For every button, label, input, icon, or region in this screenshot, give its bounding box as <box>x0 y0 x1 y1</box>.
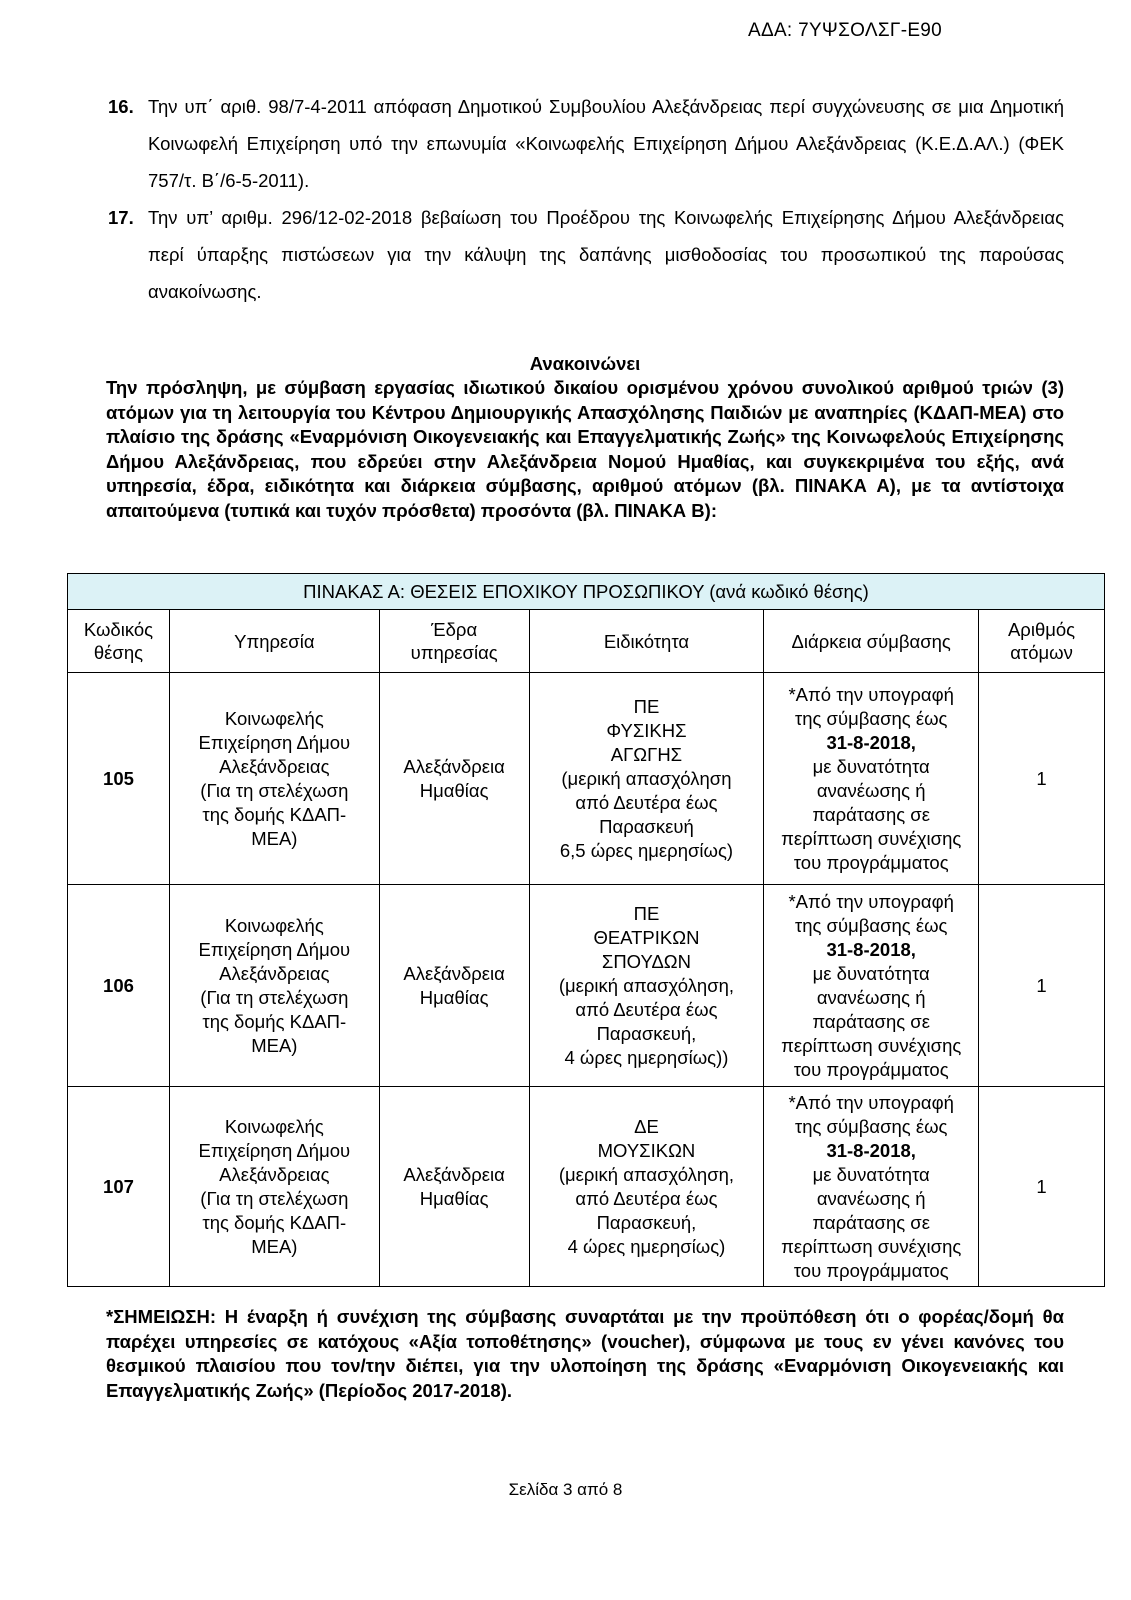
cell-duration <box>764 885 979 1087</box>
duration-start: *Από την υπογραφή της σύμβασης έως <box>788 1091 954 1137</box>
duration-start: *Από την υπογραφή της σύμβασης έως <box>788 890 954 936</box>
cell-seat: Αλεξάνδρεια Ημαθίας <box>379 673 529 885</box>
header-service: Υπηρεσία <box>169 610 379 673</box>
positions-table <box>67 573 1105 1287</box>
announcement-title: Ανακοινώνει <box>529 353 641 374</box>
ada-code: ΑΔΑ: 7ΥΨΣΟΛΣΓ-Ε90 <box>748 20 943 41</box>
cell-count: 1 <box>979 885 1105 1087</box>
cell-count: 1 <box>979 673 1105 885</box>
cell-code: 107 <box>68 1087 170 1287</box>
item-number: 16. <box>108 96 134 117</box>
list-item <box>106 199 1064 310</box>
cell-duration <box>764 673 979 885</box>
item-text: Την υπ΄ αριθ. 98/7-4-2011 απόφαση Δημοτικού Συμβουλίου Αλεξάνδρειας περί συγχώνευσης σε μια Δημοτική Κοινωφελή Επιχείρηση υπό την επωνυμία «Κοινωφελής Επιχείρηση Δήμου Αλεξάνδρειας (Κ.Ε.Δ.ΑΛ.) (ΦΕΚ 757/τ. Β΄/6-5-2011). <box>148 96 1064 191</box>
item-number: 17. <box>108 207 134 228</box>
item-text: Την υπ’ αριθμ. 296/12-02-2018 βεβαίωση του Προέδρου της Κοινωφελής Επιχείρησης Δήμου Αλεξάνδρειας περί ύπαρξης πιστώσεων για την κάλυψη της δαπάνης μισθοδοσίας του προσωπικού της παρούσας ανακοίνωσης. <box>148 207 1064 302</box>
duration-renewal: με δυνατότητα ανανέωσης ή παράτασης σε περίπτωση συνέχισης του προγράμματος <box>781 755 962 873</box>
duration-end-date: 31-8-2018, <box>826 731 916 753</box>
duration-renewal: με δυνατότητα ανανέωσης ή παράτασης σε περίπτωση συνέχισης του προγράμματος <box>781 962 962 1080</box>
table-header-row <box>68 610 1105 673</box>
announcement-body: Την πρόσληψη, με σύμβαση εργασίας ιδιωτικού δικαίου ορισμένου χρόνου συνολικού αριθμού τριών (3) ατόμων για τη λειτουργία του Κέντρου Δημιουργικής Απασχόλησης Παιδιών με αναπηρίες (ΚΔΑΠ-ΜΕΑ) στο πλαίσιο της δράσης «Εναρμόνιση Οικογενειακής και Επαγγελματικής Ζωής» της Κοινωφελούς Επιχείρησης Δήμου Αλεξάνδρειας, που εδρεύει στην Αλεξάνδρεια Νομού Ημαθίας, και συγκεκριμένα του εξής, ανά υπηρεσία, έδρα, ειδικότητα και διάρκεια σύμβασης, αριθμού ατόμων (βλ. ΠΙΝΑΚΑ Α), με τα αντίστοιχα απαιτούμενα (τυπικά και τυχόν πρόσθετα) προσόντα (βλ. ΠΙΝΑΚΑ Β): <box>106 377 1064 521</box>
cell-count: 1 <box>979 1087 1105 1287</box>
page-number: Σελίδα 3 από 8 <box>508 1480 623 1499</box>
header-seat: Έδρα υπηρεσίας <box>379 610 529 673</box>
cell-seat: Αλεξάνδρεια Ημαθίας <box>379 1087 529 1287</box>
cell-duration <box>764 1087 979 1287</box>
cell-specialty: ΠΕ ΘΕΑΤΡΙΚΩΝ ΣΠΟΥΔΩΝ (μερική απασχόληση, από Δευτέρα έως Παρασκευή, 4 ώρες ημερησίως)) <box>529 885 764 1087</box>
cell-seat: Αλεξάνδρεια Ημαθίας <box>379 885 529 1087</box>
table-row <box>68 885 1105 1087</box>
header-code: Κωδικός θέσης <box>68 610 170 673</box>
cell-service: Κοινωφελής Επιχείρηση Δήμου Αλεξάνδρειας (Για τη στελέχωση της δομής ΚΔΑΠ- ΜΕΑ) <box>169 673 379 885</box>
cell-service: Κοινωφελής Επιχείρηση Δήμου Αλεξάνδρειας (Για τη στελέχωση της δομής ΚΔΑΠ- ΜΕΑ) <box>169 1087 379 1287</box>
cell-specialty: ΠΕ ΦΥΣΙΚΗΣ ΑΓΩΓΗΣ (μερική απασχόληση από Δευτέρα έως Παρασκευή 6,5 ώρες ημερησίως) <box>529 673 764 885</box>
cell-code: 105 <box>68 673 170 885</box>
duration-start: *Από την υπογραφή της σύμβασης έως <box>788 683 954 729</box>
cell-service: Κοινωφελής Επιχείρηση Δήμου Αλεξάνδρειας (Για τη στελέχωση της δομής ΚΔΑΠ- ΜΕΑ) <box>169 885 379 1087</box>
header-specialty: Ειδικότητα <box>529 610 764 673</box>
cell-specialty: ΔΕ ΜΟΥΣΙΚΩΝ (μερική απασχόληση, από Δευτέρα έως Παρασκευή, 4 ώρες ημερησίως) <box>529 1087 764 1287</box>
header-duration: Διάρκεια σύμβασης <box>764 610 979 673</box>
table-row <box>68 673 1105 885</box>
duration-end-date: 31-8-2018, <box>826 1139 916 1161</box>
table-row <box>68 1087 1105 1287</box>
footnote: *ΣΗΜΕΙΩΣΗ: Η έναρξη ή συνέχιση της σύμβασης συναρτάται με την προϋπόθεση ότι ο φορέας/δομή θα παρέχει υπηρεσίες σε κατόχους «Αξία τοποθέτησης» (voucher), σύμφωνα με τους εν γένει κανόνες του θεσμικού πλαισίου που τον/την διέπει, για την υλοποίηση της δράσης «Εναρμόνιση Οικογενειακής και Επαγγελματικής Ζωής» (Περίοδος 2017-2018). <box>106 1306 1064 1401</box>
list-item <box>106 88 1064 199</box>
cell-code: 106 <box>68 885 170 1087</box>
table-caption: ΠΙΝΑΚΑΣ Α: ΘΕΣΕΙΣ ΕΠΟΧΙΚΟΥ ΠΡΟΣΩΠΙΚΟΥ (ανά κωδικό θέσης) <box>68 574 1105 610</box>
duration-renewal: με δυνατότητα ανανέωσης ή παράτασης σε περίπτωση συνέχισης του προγράμματος <box>781 1163 962 1281</box>
header-count: Αριθμός ατόμων <box>979 610 1105 673</box>
duration-end-date: 31-8-2018, <box>826 938 916 960</box>
legal-basis-list <box>106 88 1064 310</box>
announcement <box>106 352 1064 523</box>
